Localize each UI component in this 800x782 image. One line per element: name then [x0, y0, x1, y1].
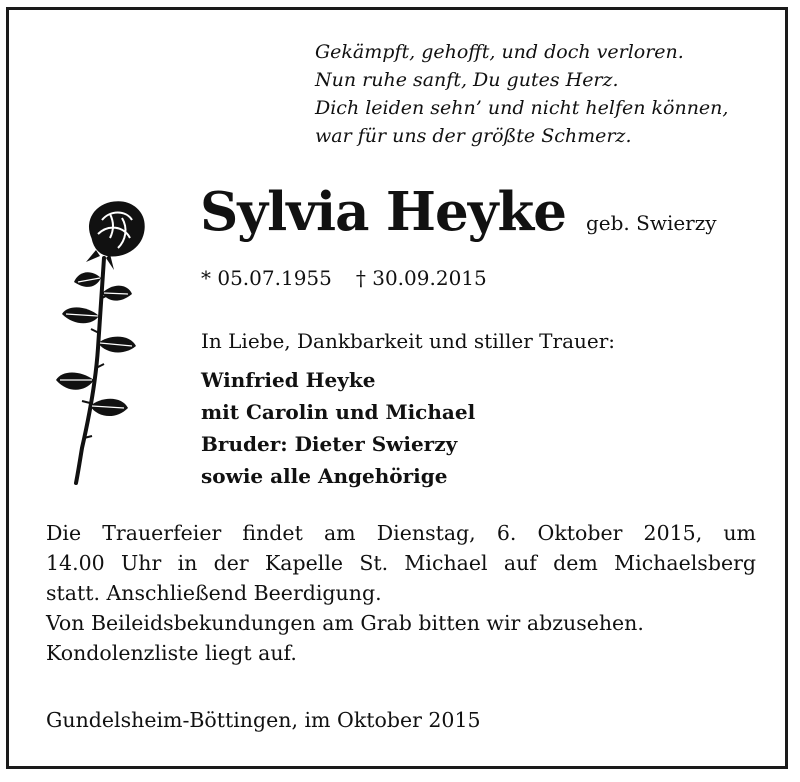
mourner-line: Winfried Heyke — [201, 368, 376, 392]
deceased-heading — [200, 178, 770, 246]
maiden-name: geb. Swierzy — [585, 211, 717, 235]
service-line: Die Trauerfeier findet am Dienstag, 6. Oktober 2015, um — [46, 521, 756, 545]
service-details — [46, 518, 756, 668]
deceased-name: Sylvia Heyke — [200, 181, 566, 243]
life-dates — [201, 263, 487, 293]
death-date: † 30.09.2015 — [355, 266, 487, 290]
service-line: Von Beileidsbekundungen am Grab bitten wir abzusehen. — [46, 611, 644, 635]
service-line: statt. Anschließend Beerdigung. — [46, 581, 382, 605]
mourner-line: sowie alle Angehörige — [201, 464, 448, 488]
poem-line: Dich leiden sehn’ und nicht helfen können, — [315, 97, 729, 119]
poem-line: Nun ruhe sanft, Du gutes Herz. — [315, 69, 619, 91]
mourner-line: mit Carolin und Michael — [201, 400, 476, 424]
place-and-date: Gundelsheim-Böttingen, im Oktober 2015 — [46, 708, 481, 732]
poem-line: war für uns der größte Schmerz. — [315, 125, 632, 147]
birth-date: * 05.07.1955 — [201, 266, 332, 290]
mourners-list — [201, 364, 475, 492]
mourning-intro: In Liebe, Dankbarkeit und stiller Trauer: — [201, 329, 616, 353]
service-line: 14.00 Uhr in der Kapelle St. Michael auf dem Michaelsberg — [46, 551, 756, 575]
memorial-poem — [315, 38, 775, 150]
poem-line: Gekämpft, gehofft, und doch verloren. — [315, 41, 684, 63]
service-line: Kondolenzliste liegt auf. — [46, 641, 297, 665]
rose-icon — [52, 198, 152, 488]
mourner-line: Bruder: Dieter Swierzy — [201, 432, 458, 456]
